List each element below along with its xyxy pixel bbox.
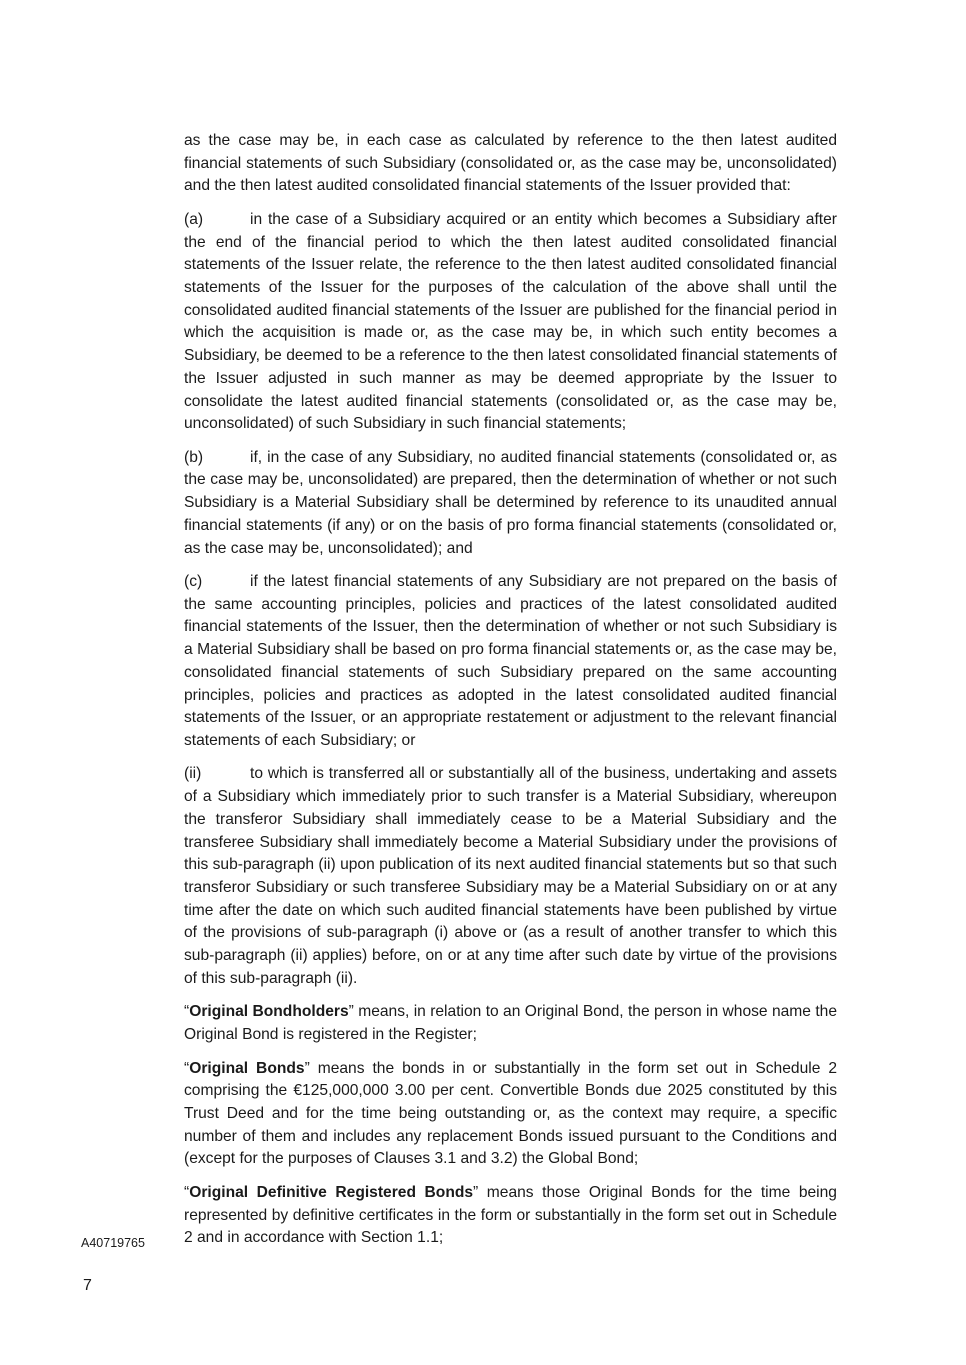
list-item-ii	[184, 763, 837, 990]
definition-original-bondholders	[184, 1001, 837, 1046]
definition-text: means those Original Bonds for the time being represented by definitive certificates in the form or substantially in the form set out in Schedule 2 and in accordance with Section 1.1;	[184, 1183, 837, 1247]
definition-original-bonds	[184, 1058, 837, 1172]
list-item-a	[184, 209, 837, 436]
open-quote: “	[184, 1003, 190, 1021]
defined-term: Original Bonds	[189, 1059, 305, 1077]
close-quote: ”	[304, 1059, 310, 1077]
definition-original-definitive-registered-bonds	[184, 1182, 837, 1250]
intro-paragraph: as the case may be, in each case as calculated by reference to the then latest audited financial statements of such Subsidiary (consolidated or, as the case may be, unconsolidated) and the then latest audited consolidated financial statements of the Issuer provided that:	[184, 132, 837, 195]
close-quote: ”	[473, 1183, 479, 1201]
list-item-b	[184, 447, 837, 561]
defined-term: Original Definitive Registered Bonds	[189, 1183, 474, 1201]
definition-text: means, in relation to an Original Bond, the person in whose name the Original Bond is registered in the Register;	[184, 1003, 837, 1043]
list-item-text: if, in the case of any Subsidiary, no audited financial statements (consolidated or, as the case may be, unconsolidated) are prepared, then the determination of whether or not such Subsidiary is a Material Subsidiary shall be determined by reference to its unaudited annual financial statements (if any) or on the basis of pro forma financial statements (consolidated or, as the case may be, unconsolidated); and	[184, 448, 837, 557]
list-item-text: in the case of a Subsidiary acquired or an entity which becomes a Subsidiary after the end of the financial period to which the then latest audited consolidated financial statements of the Issuer relate, the reference to the then latest audited consolidated financial statements of the Issuer for the purposes of the calculation of the above shall until the consolidated audited financial statements of the Issuer are published for the financial period in which the acquisition is made or, as the case may be, in which such entity becomes a Subsidiary, be deemed to be a reference to the then latest consolidated financial statements of the Issuer adjusted in such manner as may be deemed appropriate by the Issuer to consolidate the latest audited financial statements (consolidated or, as the case may be, unconsolidated) of such Subsidiary in such financial statements;	[184, 210, 837, 433]
close-quote: ”	[348, 1003, 354, 1021]
page-number: 7	[83, 1277, 92, 1294]
open-quote: “	[184, 1183, 190, 1201]
document-body	[184, 130, 837, 1261]
list-item-label: (b)	[184, 448, 204, 466]
list-item-label: (ii)	[184, 765, 202, 783]
document-reference: A40719765	[81, 1236, 145, 1250]
definition-text: means the bonds in or substantially in the form set out in Schedule 2 comprising the €125,000,000 3.00 per cent. Convertible Bonds due 2025 constituted by this Trust Deed and for the time being outstanding or, as the context may require, a specific number of them and includes any replacement Bonds issued pursuant to the Conditions and (except for the purposes of Clauses 3.1 and 3.2) the Global Bond;	[184, 1059, 837, 1168]
open-quote: “	[184, 1059, 190, 1077]
defined-term: Original Bondholders	[189, 1003, 349, 1021]
list-item-c	[184, 571, 837, 753]
list-item-text: if the latest financial statements of any Subsidiary are not prepared on the basis of the same accounting principles, policies and practices of the latest consolidated audited financial statements of the Issuer, then the determination of whether or not such Subsidiary is a Material Subsidiary shall be based on pro forma financial statements or, as the case may be, consolidated financial statements of such Subsidiary prepared on the same accounting principles, policies and practices as adopted in the latest consolidated audited financial statements of the Issuer, or an appropriate restatement or adjustment to the relevant financial statements of each Subsidiary; or	[184, 573, 837, 749]
list-item-label: (c)	[184, 573, 203, 591]
list-item-text: to which is transferred all or substantially all of the business, undertaking and assets of a Subsidiary which immediately prior to such transfer is a Material Subsidiary, whereupon the transferor Subsidiary shall immediately cease to be a Material Subsidiary and the transferee Subsidiary shall immediately become a Material Subsidiary under the provisions of this sub-paragraph (ii) upon publication of its next audited financial statements but so that such transferor Subsidiary or such transferee Subsidiary may be a Material Subsidiary on or at any time after the date on which such audited financial statements have been published by virtue of the provisions of sub-paragraph (i) above or (as a result of another transfer to which this sub-paragraph (ii) applies) before, on or at any time after such date by virtue of the provisions of this sub-paragraph (ii).	[184, 765, 837, 987]
list-item-label: (a)	[184, 210, 204, 228]
